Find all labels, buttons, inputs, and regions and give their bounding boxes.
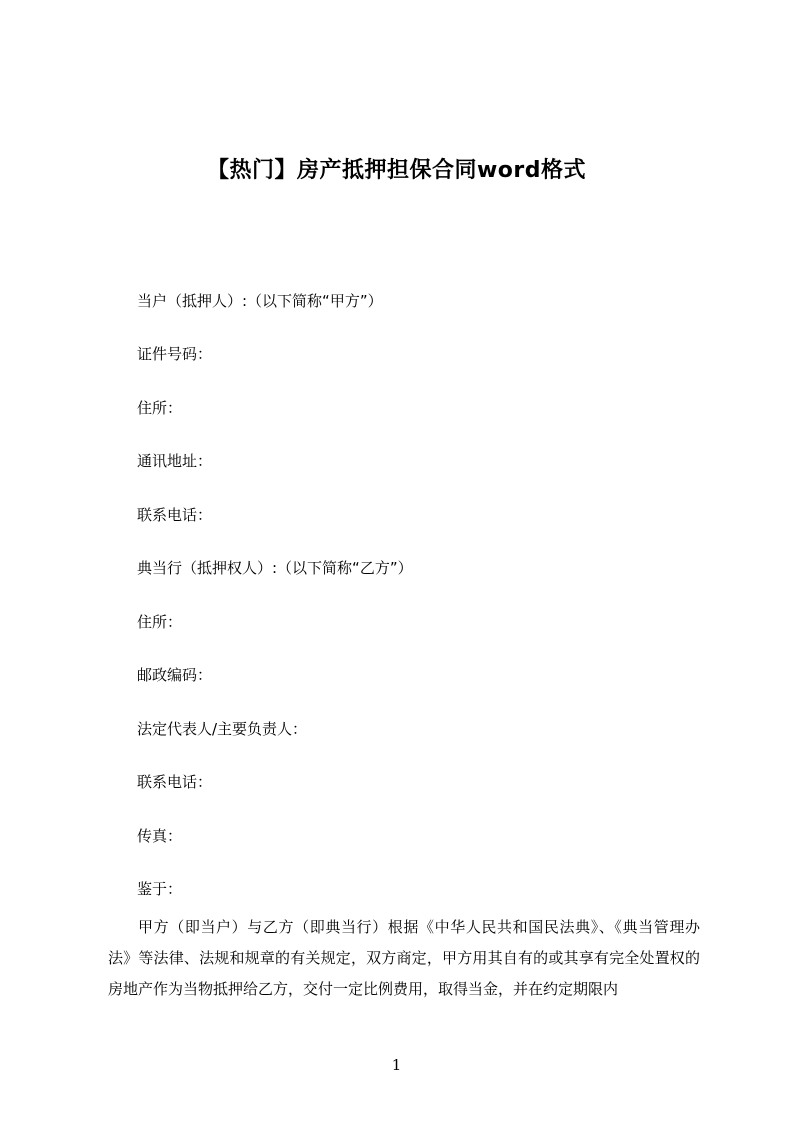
- field-legal-representative: 法定代表人/主要负责人：: [137, 720, 308, 738]
- field-pawnshop: 典当行（抵押权人）:（以下简称“乙方”）: [137, 559, 413, 577]
- field-residence: 住所：: [137, 399, 183, 417]
- field-postal-code: 邮政编码：: [137, 666, 213, 684]
- page-number: 1: [391, 1056, 402, 1074]
- field-mailing-address: 通讯地址：: [137, 452, 213, 470]
- field-phone: 联系电话：: [137, 506, 213, 524]
- body-paragraph: 甲方（即当户）与乙方（即典当行）根据《中华人民共和国民法典》、《典当管理办法》等法律、法规和规章的有关规定，双方商定，甲方用其自有的或其享有完全处置权的房地产作为当物抵押给乙方，交付一定比例费用，取得当金，并在约定期限内: [108, 918, 700, 998]
- field-pawner: 当户（抵押人）:（以下简称“甲方”）: [137, 292, 383, 310]
- field-whereas: 鉴于：: [137, 880, 183, 898]
- field-pawnshop-residence: 住所：: [137, 613, 183, 631]
- field-pawnshop-phone: 联系电话：: [137, 773, 213, 791]
- document-title: 【热门】房产抵押担保合同word格式: [206, 157, 587, 183]
- field-id-number: 证件号码：: [137, 345, 213, 363]
- field-fax: 传真：: [137, 827, 183, 845]
